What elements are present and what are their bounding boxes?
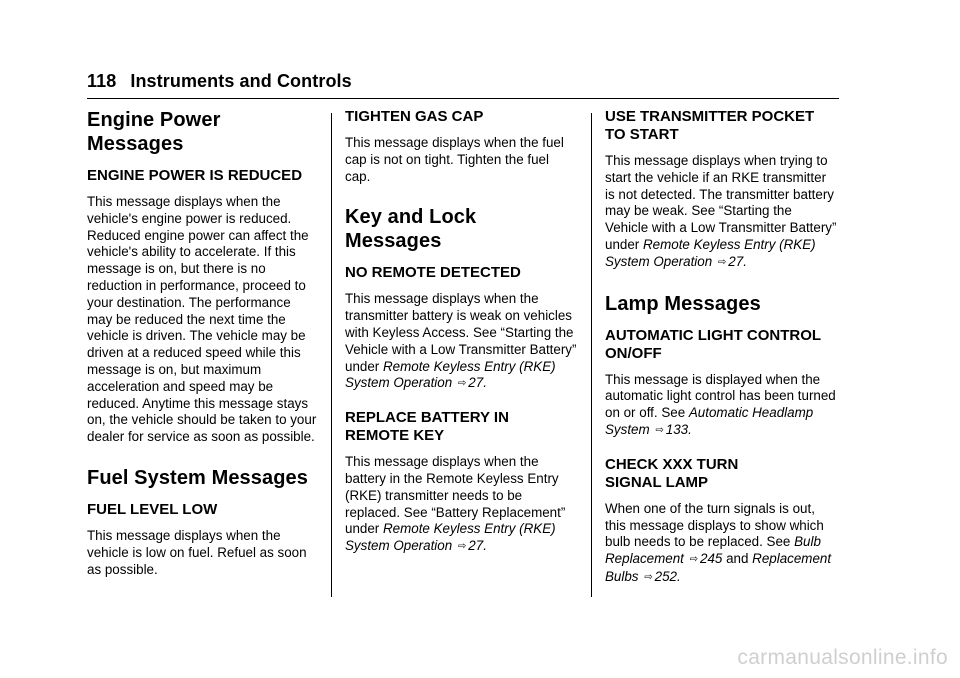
page-ref-arrow-icon: ⇨ (457, 541, 467, 553)
link-bulb-replacement[interactable]: Bulb Replacement (605, 534, 821, 567)
subheading-gas-cap: TIGHTEN GAS CAP (345, 108, 484, 125)
para-gas-cap: This message displays when the fuel cap is not on tight. Tighten the fuel cap. (345, 135, 564, 184)
subheading-line-1: CHECK XXX TURN (605, 455, 739, 473)
column-1 (87, 108, 319, 594)
page-ref[interactable]: 133. (665, 421, 692, 437)
para-replace-battery-text: This message displays when the battery in the Remote Keyless Entry (RKE) transmitter needs to be replaced. See “Battery Replacement” under (345, 454, 566, 537)
column-divider-1 (331, 113, 332, 597)
subheading-transmitter-pocket (605, 108, 837, 144)
page-ref[interactable]: 27. (728, 253, 747, 269)
link-replacement-bulbs[interactable]: Replacement Bulbs (605, 551, 832, 584)
subheading-turn-signal (605, 456, 837, 492)
para-no-remote (345, 291, 577, 393)
para-transmitter-pocket-text: This message displays when trying to start the vehicle if an RKE transmitter is not detected. The transmitter battery may be weak. See “Starting the Vehicle with a Low Transmitter Battery” under (605, 153, 837, 252)
para-auto-light-text: This message is displayed when the automatic light control has been turned on or off. See (605, 371, 836, 421)
subheading-line-1: USE TRANSMITTER POCKET (605, 108, 815, 125)
header-rule (87, 98, 839, 99)
subheading-line-1: REPLACE BATTERY IN (345, 409, 509, 427)
page-ref[interactable]: 245 (700, 551, 723, 567)
page-ref[interactable]: 252. (654, 568, 681, 584)
subheading-fuel-low: FUEL LEVEL LOW (87, 500, 218, 518)
subheading-line-2: SIGNAL LAMP (605, 473, 709, 491)
para-engine-reduced: This message displays when the vehicle's engine power is reduced. Reduced engine power can affect the vehicle's ability to accelerate. If this message is on, but there is no reduction in performance, proceed to your destination. The performance may be reduced the next time the vehicle is driven. The vehicle may be driven at a reduced speed while this message is on, but maximum acceleration and speed may be reduced. Anytime this message stays on, the vehicle should be taken to your dealer for service as soon as possible. (87, 194, 317, 445)
subheading-no-remote: NO REMOTE DETECTED (345, 264, 521, 282)
column-divider-2 (591, 113, 592, 597)
link-rke-operation[interactable]: Remote Keyless Entry (RKE) System Operation (345, 521, 556, 554)
page-ref-arrow-icon: ⇨ (717, 256, 727, 268)
subheading-line-2: TO START (605, 126, 679, 143)
link-rke-operation[interactable]: Remote Keyless Entry (RKE) System Operation (605, 236, 816, 269)
para-auto-light (605, 372, 837, 440)
page-ref-arrow-icon: ⇨ (655, 424, 664, 436)
link-rke-operation[interactable]: Remote Keyless Entry (RKE) System Operation (345, 358, 556, 391)
subheading-replace-battery (345, 409, 577, 445)
conjunction: and (722, 551, 753, 567)
para-transmitter-pocket (605, 153, 837, 272)
para-fuel-low: This message displays when the vehicle is low on fuel. Refuel as soon as possible. (87, 527, 307, 577)
subheading-line-2: REMOTE KEY (345, 427, 445, 445)
page-header (87, 71, 352, 92)
column-2 (345, 108, 577, 572)
para-turn-signal-text: When one of the turn signals is out, this message displays to show which bulb needs to be replaced. See (605, 500, 824, 550)
watermark: carmanualsonline.info (737, 646, 948, 669)
subheading-auto-light (605, 327, 837, 363)
subheading-line-1: AUTOMATIC LIGHT CONTROL (605, 326, 822, 344)
para-no-remote-text: This message displays when the transmitter battery is weak on vehicles with Keyless Access. See “Starting the Vehicle with a Low Transmitter Battery” under (345, 291, 577, 374)
page-ref-arrow-icon: ⇨ (644, 571, 653, 583)
subheading-engine-reduced: ENGINE POWER IS REDUCED (87, 167, 303, 184)
page-number: 118 (87, 71, 117, 91)
para-turn-signal (605, 501, 837, 587)
heading-engine-power: Engine Power Messages (87, 109, 221, 155)
page-ref-arrow-icon: ⇨ (689, 554, 699, 566)
link-auto-headlamp[interactable]: Automatic Headlamp System (605, 405, 814, 437)
heading-fuel-system: Fuel System Messages (87, 466, 308, 489)
column-3 (605, 108, 837, 603)
heading-key-lock: Key and Lock Messages (345, 206, 477, 253)
section-title: Instruments and Controls (130, 71, 352, 91)
page-ref[interactable]: 27. (468, 375, 487, 391)
heading-lamp-messages: Lamp Messages (605, 292, 761, 315)
subheading-line-2: ON/OFF (605, 344, 662, 362)
para-replace-battery (345, 454, 577, 556)
page-ref-arrow-icon: ⇨ (457, 378, 467, 390)
page-ref[interactable]: 27. (468, 538, 487, 554)
